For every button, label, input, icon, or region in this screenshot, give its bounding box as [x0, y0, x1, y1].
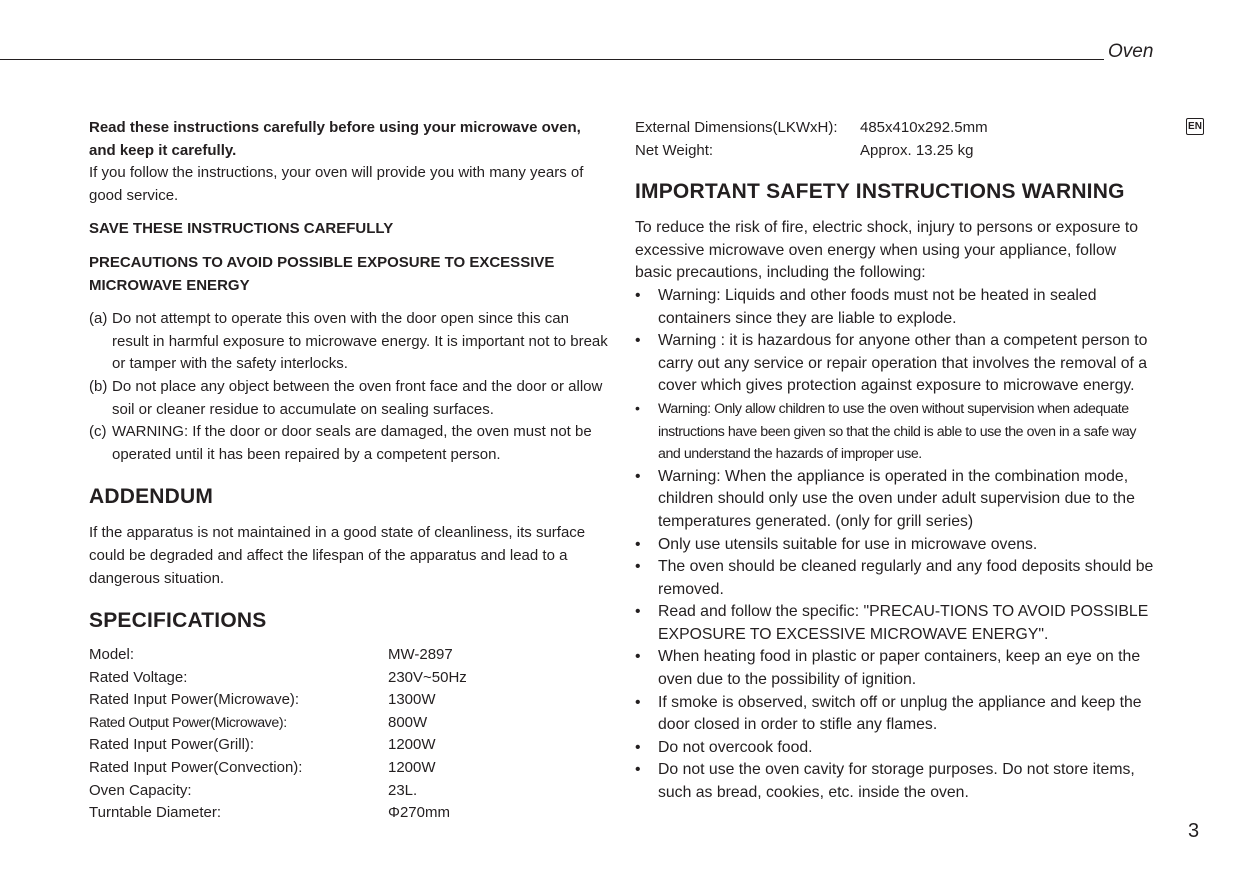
dimensions-table [635, 117, 988, 162]
list-item [635, 534, 1155, 557]
bullet-icon: • [635, 603, 641, 621]
item-text: Do not overcook food. [658, 738, 813, 756]
spec-value: MW-2897 [388, 646, 453, 664]
intro-bold: Read these instructions carefully before using your microwave oven, and keep it carefully. [89, 119, 581, 159]
item-text: Do not use the oven cavity for storage purposes. Do not store items, such as bread, cookies, etc. inside the oven. [658, 761, 1135, 802]
page-number: 3 [1188, 820, 1200, 842]
dimension-label: External Dimensions(LKWxH): [635, 119, 838, 136]
item-text: The oven should be cleaned regularly and any food deposits should be removed. [658, 558, 1154, 598]
specifications-heading: SPECIFICATIONS [89, 609, 267, 633]
spec-label: Oven Capacity: [89, 781, 192, 799]
item-text: Warning: Liquids and other foods must not be heated in sealed containers since they are liable to explode. [658, 286, 1097, 327]
addendum-heading: ADDENDUM [89, 485, 214, 509]
item-text: Read and follow the specific: "PRECAU-TIONS TO AVOID POSSIBLE EXPOSURE TO EXCESSIVE MICROWAVE ENERGY". [658, 603, 1149, 643]
spec-value: 1200W [388, 736, 436, 754]
list-item [635, 556, 1155, 601]
item-text: When heating food in plastic or paper containers, keep an eye on the oven due to the possibility of ignition. [658, 648, 1141, 689]
item-text: Warning : it is hazardous for anyone other than a competent person to carry out any service or repair operation that involves the removal of a cover which gives protection against exposure to microwave energy. [658, 332, 1148, 395]
item-text: Do not attempt to operate this oven with the door open since this can result in harmful exposure to microwave energy. It is important not to break or tamper with the safety interlocks. [112, 310, 608, 373]
spec-label: Turntable Diameter: [89, 804, 221, 822]
table-row [89, 689, 467, 712]
dimension-label: Net Weight: [635, 141, 714, 159]
right-column [635, 117, 1155, 805]
item-text: Warning: When the appliance is operated in the combination mode, children should only use the oven under adult supervision due to the temperatures generated. (only for grill series) [658, 467, 1135, 530]
table-row [89, 780, 467, 803]
safety-heading: IMPORTANT SAFETY INSTRUCTIONS WARNING [635, 180, 1125, 204]
list-item [635, 692, 1155, 737]
spec-label: Rated Input Power(Microwave): [89, 691, 300, 709]
bullet-icon: • [635, 738, 641, 756]
table-row [89, 712, 467, 735]
item-text: If smoke is observed, switch off or unplug the appliance and keep the door closed in order to stifle any flames. [658, 693, 1142, 734]
spec-value: 23L. [388, 781, 418, 799]
list-item [635, 759, 1155, 804]
table-row [89, 802, 467, 825]
dimension-value: Approx. 13.25 kg [860, 141, 974, 159]
language-badge: EN [1186, 118, 1204, 135]
specifications-table [89, 644, 467, 825]
table-row [635, 117, 988, 140]
item-marker: (b) [89, 377, 108, 395]
list-item [635, 646, 1155, 691]
spec-label: Rated Voltage: [89, 668, 188, 686]
spec-value: 1200W [388, 759, 436, 777]
item-text: Do not place any object between the oven front face and the door or allow soil or cleaner residue to accumulate on sealing surfaces. [112, 377, 603, 418]
bullet-icon: • [635, 286, 641, 304]
bullet-icon: • [635, 400, 640, 417]
table-row [89, 734, 467, 757]
spec-label: Rated Input Power(Grill): [89, 736, 255, 754]
bullet-icon: • [635, 467, 641, 485]
bullet-icon: • [635, 761, 641, 779]
item-marker: (a) [89, 310, 108, 328]
item-text: Only use utensils suitable for use in microwave ovens. [658, 535, 1038, 553]
precautions-list [89, 308, 609, 466]
save-instructions-heading: SAVE THESE INSTRUCTIONS CAREFULLY [89, 220, 394, 238]
addendum-text: If the apparatus is not maintained in a good state of cleanliness, its surface could be degraded and affect the lifespan of the apparatus and lead to a dangerous situation. [89, 524, 586, 587]
left-column [89, 117, 609, 825]
table-row [89, 667, 467, 690]
list-item [635, 737, 1155, 760]
table-row [635, 140, 988, 163]
bullet-icon: • [635, 648, 641, 666]
spec-value: 1300W [388, 691, 436, 709]
list-item [89, 308, 609, 376]
list-item [89, 376, 609, 421]
header-rule [0, 59, 1104, 60]
list-item [635, 285, 1155, 330]
spec-label: Model: [89, 646, 135, 664]
safety-bullet-list [635, 285, 1155, 805]
bullet-icon: • [635, 693, 641, 711]
list-item [635, 601, 1155, 646]
precautions-heading: PRECAUTIONS TO AVOID POSSIBLE EXPOSURE TO EXCESSIVE MICROWAVE ENERGY [89, 253, 555, 294]
list-item [89, 421, 609, 466]
page-header-title: Oven [1108, 41, 1154, 62]
list-item [635, 330, 1155, 398]
spec-label: Rated Input Power(Convection): [89, 759, 303, 777]
list-item [635, 398, 1155, 466]
dimension-value: 485x410x292.5mm [860, 119, 988, 136]
item-text: Warning: Only allow children to use the oven without supervision when adequate instructions have been given so that the child is able to use the oven in a safe way and understand the hazards of improper use. [658, 400, 1137, 463]
table-row [89, 644, 467, 667]
spec-value: 800W [388, 713, 428, 731]
spec-value: Φ270mm [388, 804, 450, 822]
bullet-icon: • [635, 535, 641, 553]
bullet-icon: • [635, 332, 641, 350]
table-row [89, 757, 467, 780]
intro-text: If you follow the instructions, your oven will provide you with many years of good service. [89, 164, 584, 204]
item-text: WARNING: If the door or door seals are damaged, the oven must not be operated until it has been repaired by a competent person. [112, 423, 592, 463]
spec-value: 230V~50Hz [388, 668, 467, 686]
list-item [635, 466, 1155, 534]
bullet-icon: • [635, 558, 641, 576]
spec-label: Rated Output Power(Microwave): [89, 714, 287, 731]
safety-intro: To reduce the risk of fire, electric shock, injury to persons or exposure to excessive microwave oven energy when using your appliance, follow basic precautions, including the following: [635, 219, 1139, 282]
item-marker: (c) [89, 423, 107, 441]
